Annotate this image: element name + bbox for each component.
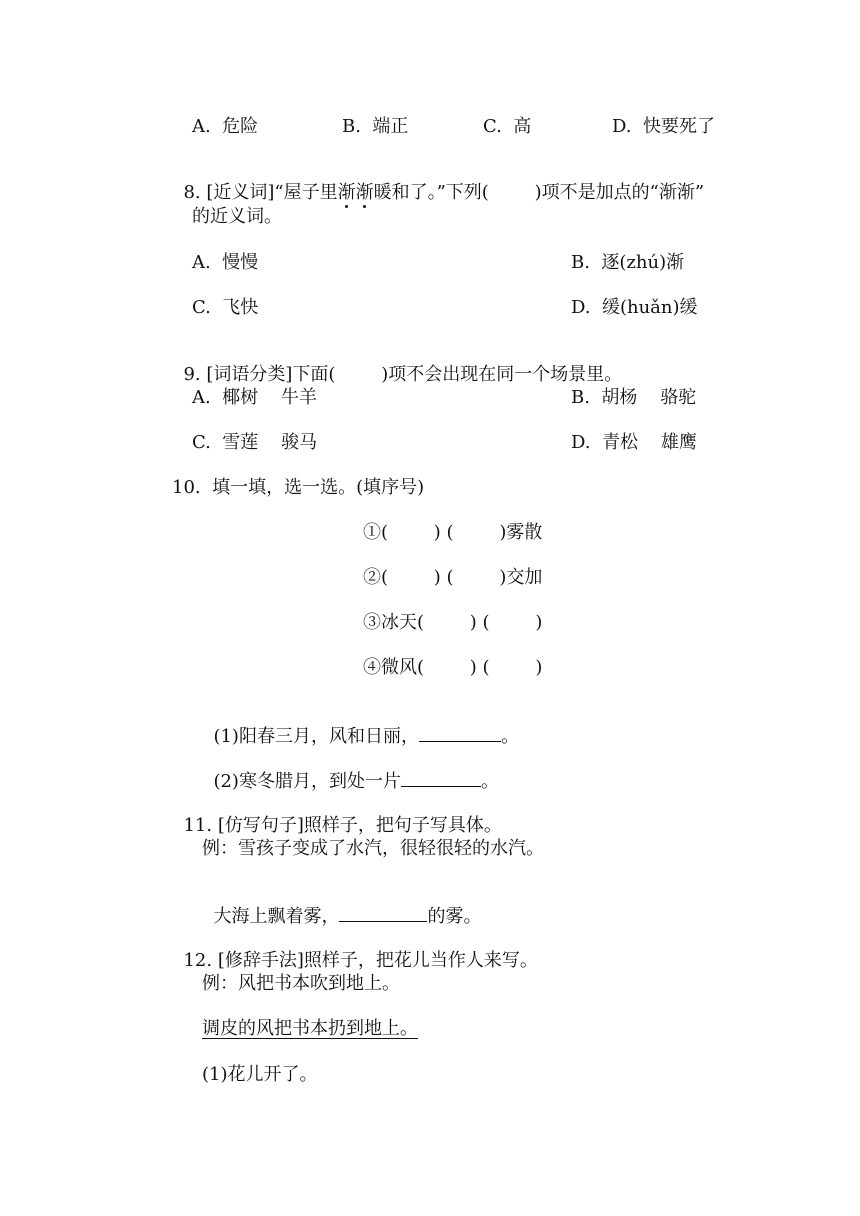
q8-number: 8. — [183, 182, 207, 203]
q7-option-a: A. 危险 — [192, 116, 259, 137]
q10-item-4: ④微风( ) ( ) — [363, 657, 543, 678]
q10-sentence-2-end: 。 — [480, 771, 499, 792]
q8-option-a: A. 慢慢 — [192, 252, 259, 273]
q8-tag: [近义词] — [206, 182, 275, 203]
q11-number: 11. — [183, 815, 218, 836]
q8-text-1: “屋子里 — [274, 182, 338, 203]
q8-text-2: 暖和了。”下列( )项不是加点的“渐渐” — [373, 182, 705, 203]
q12-stem — [172, 928, 538, 972]
q8-option-b: B. 逐(zhú)渐 — [571, 252, 685, 273]
q10-sentence-1-end: 。 — [500, 726, 519, 747]
q12-example-answer: 调皮的风把书本扔到地上。 — [202, 1018, 418, 1039]
q12-text: 照样子，把花儿当作人来写。 — [303, 950, 538, 971]
q10-sentence-1 — [202, 703, 519, 748]
q8-dotted-char-2: 渐 — [355, 182, 374, 203]
q10-item-2: ②( ) ( )交加 — [363, 567, 543, 588]
q10-sentence-1-text: (1)阳春三月，风和日丽， — [213, 726, 419, 747]
q10-stem: 10. 填一填，选一选。(填序号) — [172, 477, 425, 498]
q10-item-3: ③冰天( ) ( ) — [363, 612, 543, 633]
q10-sentence-2 — [202, 748, 499, 793]
q7-option-b: B. 端正 — [342, 116, 409, 137]
q8-stem — [172, 160, 704, 204]
q11-exercise-text: 大海上飘着雾， — [213, 906, 340, 927]
q11-stem — [172, 793, 502, 837]
q9-number: 9. — [183, 364, 207, 385]
q9-stem — [172, 342, 622, 386]
q11-exercise — [202, 883, 481, 928]
q11-text: 照样子，把句子写具体。 — [303, 815, 502, 836]
q9-option-c: C. 雪莲 骏马 — [192, 432, 318, 453]
q9-option-b: B. 胡杨 骆驼 — [571, 387, 697, 408]
q10-sentence-2-blank[interactable] — [401, 770, 481, 787]
q8-option-c: C. 飞快 — [192, 297, 259, 318]
q7-option-c: C. 高 — [483, 116, 532, 137]
q11-tag: [仿写句子] — [217, 815, 304, 836]
q9-option-a: A. 椰树 牛羊 — [192, 387, 318, 408]
q10-sentence-2-text: (2)寒冬腊月，到处一片 — [213, 771, 401, 792]
q9-text: 下面( )项不会出现在同一个场景里。 — [292, 364, 623, 385]
q12-tag: [修辞手法] — [217, 950, 304, 971]
q11-exercise-end: 的雾。 — [427, 906, 482, 927]
q11-blank[interactable] — [339, 905, 427, 922]
q12-item-1: (1)花儿开了。 — [202, 1064, 318, 1085]
q7-option-d: D. 快要死了 — [612, 116, 715, 137]
q9-tag: [词语分类] — [206, 364, 293, 385]
q8-dotted-char-1: 渐 — [337, 182, 356, 203]
q12-number: 12. — [183, 950, 218, 971]
q11-example: 例：雪孩子变成了水汽，很轻很轻的水汽。 — [202, 838, 544, 859]
q9-option-d: D. 青松 雄鹰 — [571, 432, 697, 453]
q10-item-1: ①( ) ( )雾散 — [363, 522, 543, 543]
q8-option-d: D. 缓(huǎn)缓 — [571, 297, 698, 318]
q12-example: 例：风把书本吹到地上。 — [202, 973, 400, 994]
q10-sentence-1-blank[interactable] — [419, 725, 501, 742]
q8-stem-line-2: 的近义词。 — [192, 206, 282, 227]
